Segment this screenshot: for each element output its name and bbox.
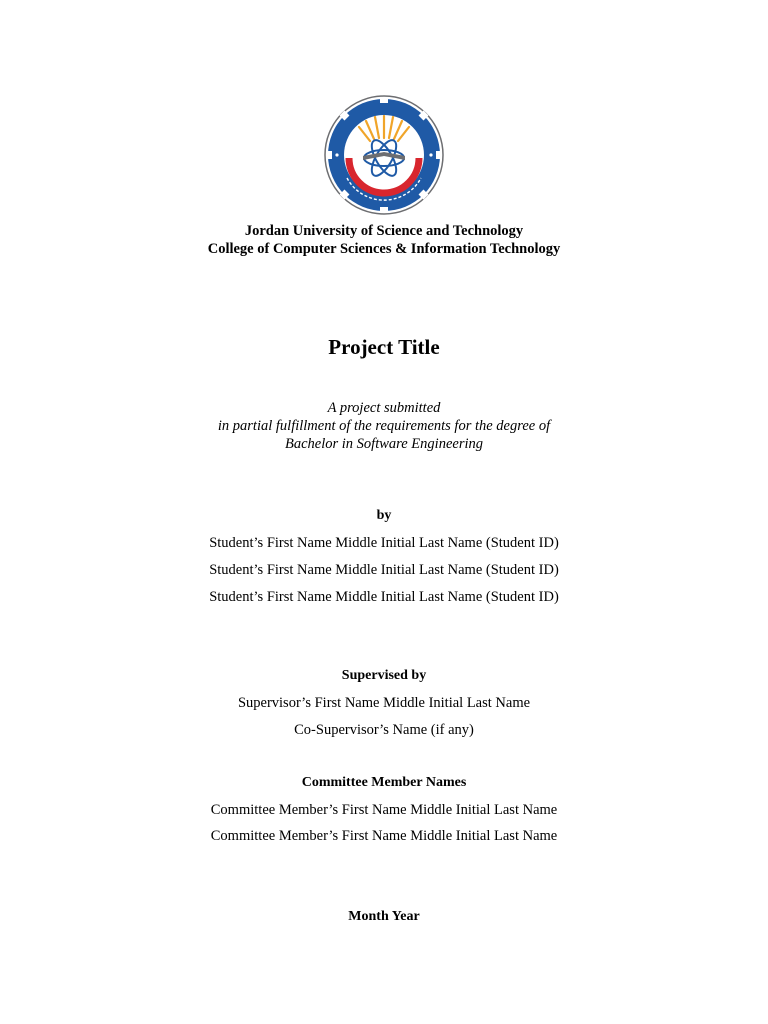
committee-member-name: Committee Member’s First Name Middle Initial Last Name xyxy=(210,802,558,818)
university-name: Jordan University of Science and Technology xyxy=(244,223,524,239)
committee-heading: Committee Member Names xyxy=(301,775,467,790)
college-name: College of Computer Sciences & Information Technology xyxy=(207,241,561,257)
submission-line-1: A project submitted xyxy=(327,400,441,416)
submission-date: Month Year xyxy=(348,909,420,924)
co-supervisor-name: Co-Supervisor’s Name (if any) xyxy=(294,722,474,738)
committee-member-name: Committee Member’s First Name Middle Initial Last Name xyxy=(210,828,558,844)
supervisor-name: Supervisor’s First Name Middle Initial Last Name xyxy=(237,695,531,711)
student-name: Student’s First Name Middle Initial Last Name (Student ID) xyxy=(209,589,559,605)
by-heading: by xyxy=(376,508,392,523)
submission-line-3: Bachelor in Software Engineering xyxy=(284,436,483,452)
supervised-by-heading: Supervised by xyxy=(341,668,427,683)
university-seal-logo xyxy=(317,94,451,216)
student-name: Student’s First Name Middle Initial Last Name (Student ID) xyxy=(209,562,559,578)
student-name: Student’s First Name Middle Initial Last Name (Student ID) xyxy=(209,535,559,551)
project-title: Project Title xyxy=(328,335,440,359)
submission-line-2: in partial fulfillment of the requirements for the degree of xyxy=(217,418,551,434)
